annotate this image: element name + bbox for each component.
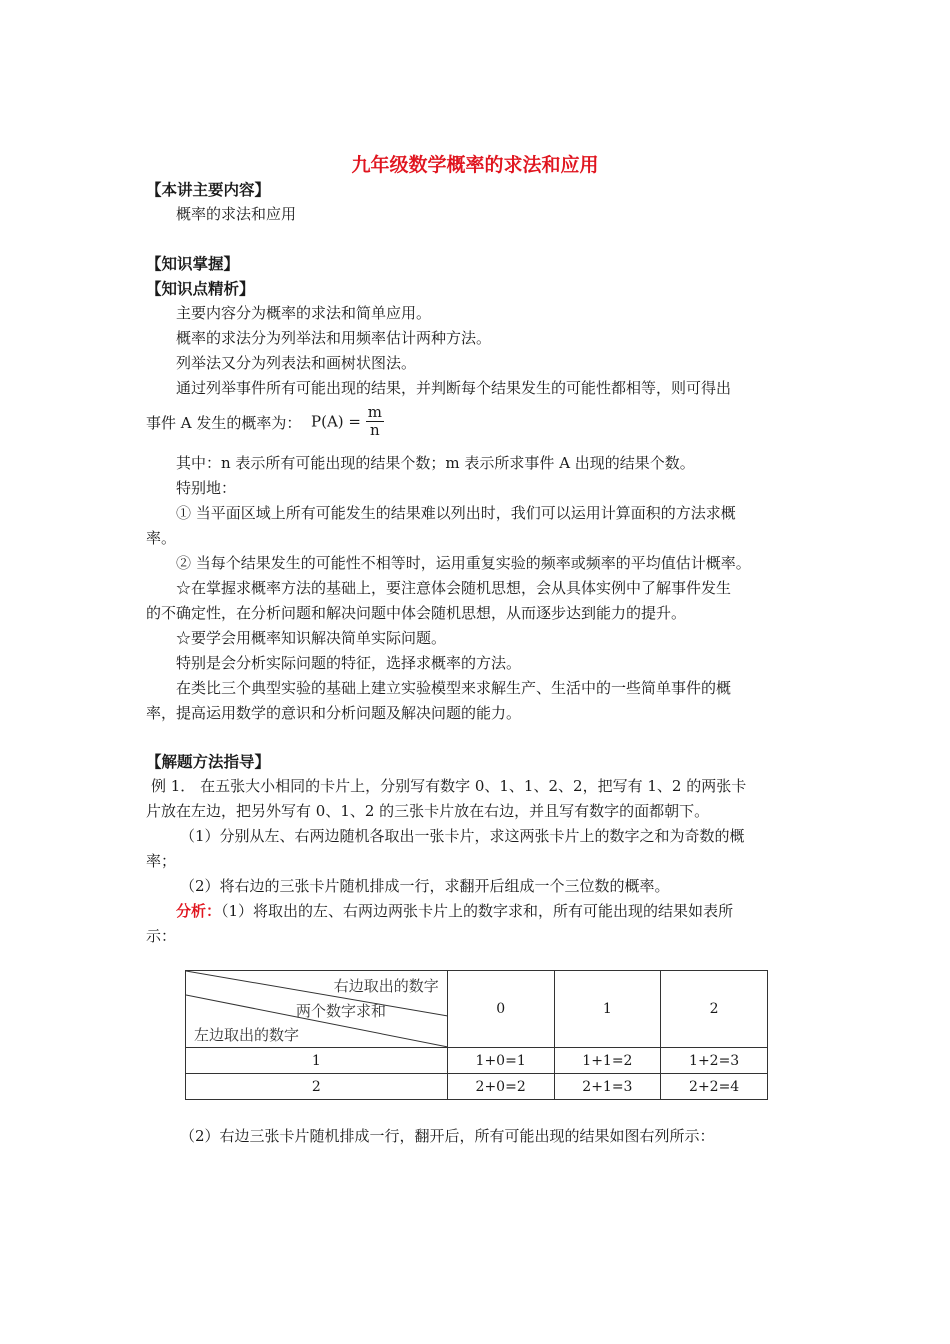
paragraph: 概率的求法分为列举法和用频率估计两种方法。 [176,329,492,347]
table-cell: 1+2=3 [661,1048,768,1074]
table-row [186,1048,768,1074]
table-cell: 1+0=1 [447,1048,554,1074]
diag-label-bottom: 左边取出的数字 [194,1026,300,1044]
table-cell: 2+2=4 [661,1074,768,1100]
paragraph: ☆要学会用概率知识解决简单实际问题。 [176,629,447,647]
example-text: 例 1． 在五张大小相同的卡片上，分别写有数字 0、1、1、2、2，把写有 1、2 的两张卡 [151,777,747,795]
row-header: 2 [186,1074,448,1100]
formula-denominator: n [370,421,380,439]
diag-label-top: 右边取出的数字 [333,977,439,995]
table-row [186,1074,768,1100]
diagonal-header-cell [186,971,448,1048]
paragraph: 率。 [146,529,177,547]
formula-lhs: P(A) = [311,412,361,431]
section-heading-knowledge: 【知识掌握】 [146,255,240,273]
section-heading-method-guide: 【解题方法指导】 [146,753,271,771]
formula-fraction [366,404,384,439]
column-header: 0 [447,971,554,1048]
main-content-text: 概率的求法和应用 [176,205,297,223]
paragraph: ☆在掌握求概率方法的基础上，要注意体会随机思想，会从具体实例中了解事件发生 [176,579,732,597]
paragraph: 特别地： [176,479,237,497]
paragraph: 特别是会分析实际问题的特征，选择求概率的方法。 [176,654,522,672]
analysis-label: 分析： [176,902,222,920]
probability-formula [311,404,384,439]
paragraph: 列举法又分为列表法和画树状图法。 [176,354,417,372]
row-header: 1 [186,1048,448,1074]
formula-numerator: m [367,403,382,421]
analysis-text-cont: 示： [146,927,177,945]
paragraph: 的不确定性，在分析问题和解决问题中体会随机思想，从而逐步达到能力的提升。 [146,604,687,622]
question-1: （1）分别从左、右两边随机各取出一张卡片，求这两张卡片上的数字之和为奇数的概 [180,827,745,845]
column-header: 1 [554,971,661,1048]
subheading-knowledge-points: 【知识点精析】 [146,280,255,298]
paragraph: 其中：n 表示所有可能出现的结果个数；m 表示所求事件 A 出现的结果个数。 [176,454,695,472]
table-cell: 1+1=2 [554,1048,661,1074]
paragraph: 事件 A 发生的概率为： [146,414,302,432]
paragraph: 通过列举事件所有可能出现的结果，并判断每个结果发生的可能性都相等，则可得出 [176,379,732,397]
paragraph: 率，提高运用数学的意识和分析问题及解决问题的能力。 [146,704,522,722]
paragraph: ① 当平面区域上所有可能发生的结果难以列出时，我们可以运用计算面积的方法求概 [176,504,736,522]
question-1-cont: 率； [146,852,177,870]
table-header-row [186,971,768,1048]
table-cell: 2+1=3 [554,1074,661,1100]
page-title: 九年级数学概率的求法和应用 [351,154,599,176]
diag-label-middle: 两个数字求和 [296,1002,387,1020]
paragraph: ② 当每个结果发生的可能性不相等时，运用重复实验的频率或频率的平均值估计概率。 [176,554,751,572]
column-header: 2 [661,971,768,1048]
question-2: （2）将右边的三张卡片随机排成一行，求翻开后组成一个三位数的概率。 [180,877,670,895]
table-cell: 2+0=2 [447,1074,554,1100]
paragraph: 在类比三个典型实验的基础上建立实验模型来求解生产、生活中的一些简单事件的概 [176,679,732,697]
example-text: 片放在左边，把另外写有 0、1、2 的三张卡片放在右边，并且写有数字的面都朝下。 [146,802,710,820]
paragraph: 主要内容分为概率的求法和简单应用。 [176,304,432,322]
sum-table [185,970,768,1100]
analysis-line [176,900,733,921]
analysis-text: （1）将取出的左、右两边两张卡片上的数字求和，所有可能出现的结果如表所 [221,902,734,920]
section-heading-main-content: 【本讲主要内容】 [146,181,271,199]
paragraph: （2）右边三张卡片随机排成一行，翻开后，所有可能出现的结果如图右列所示： [180,1127,715,1145]
